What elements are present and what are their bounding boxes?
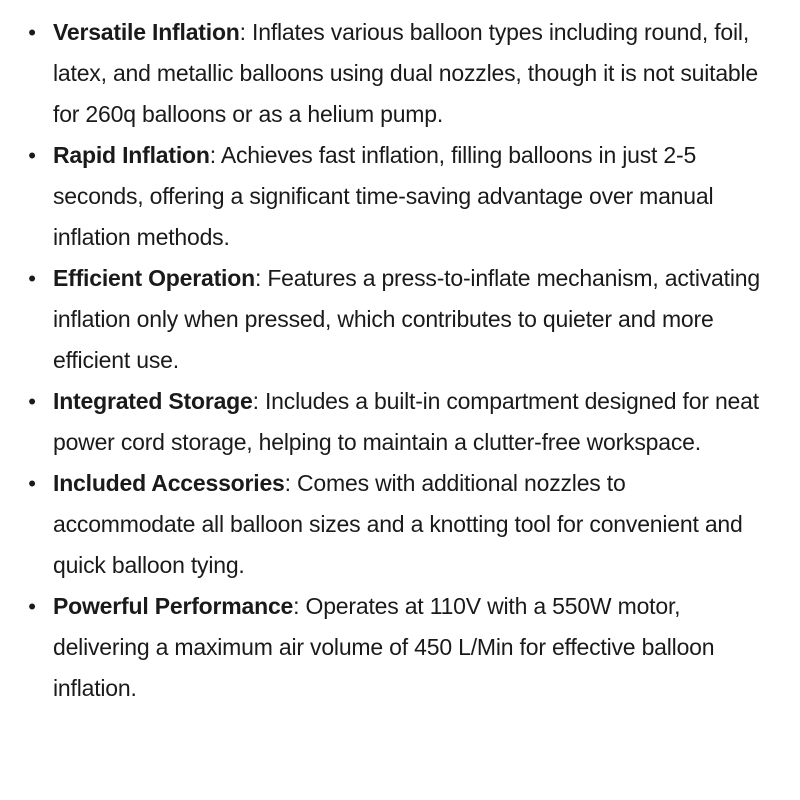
feature-title: Rapid Inflation xyxy=(53,142,210,168)
feature-title: Integrated Storage xyxy=(53,388,253,414)
list-item xyxy=(28,586,770,709)
list-item xyxy=(28,12,770,135)
feature-description: : Inflates various balloon types including round, foil, latex, and metallic balloons using dual nozzles, though it is not suitable for 260q balloons or as a helium pump. xyxy=(53,19,759,127)
feature-description: : Achieves fast inflation, filling balloons in just 2-5 seconds, offering a significant time-saving advantage over manual inflation methods. xyxy=(53,142,714,250)
feature-description: : Includes a built-in compartment designed for neat power cord storage, helping to maintain a clutter-free workspace. xyxy=(53,388,759,455)
bullet-icon: • xyxy=(28,143,36,168)
feature-description: : Features a press-to-inflate mechanism, activating inflation only when pressed, which contributes to quieter and more efficient use. xyxy=(53,265,760,373)
feature-description: : Operates at 110V with a 550W motor, delivering a maximum air volume of 450 L/Min for effective balloon inflation. xyxy=(53,593,715,701)
list-item xyxy=(28,381,770,463)
bullet-icon: • xyxy=(28,266,36,291)
feature-title: Powerful Performance xyxy=(53,593,294,619)
list-item xyxy=(28,258,770,381)
feature-title: Included Accessories xyxy=(53,470,285,496)
list-item xyxy=(28,135,770,258)
list-item xyxy=(28,463,770,586)
bullet-icon: • xyxy=(28,594,36,619)
bullet-icon: • xyxy=(28,20,36,45)
bullet-icon: • xyxy=(28,389,36,414)
feature-title: Versatile Inflation xyxy=(53,19,240,45)
bullet-icon: • xyxy=(28,471,36,496)
feature-title: Efficient Operation xyxy=(53,265,255,291)
feature-description: : Comes with additional nozzles to accommodate all balloon sizes and a knotting tool for convenient and quick balloon tying. xyxy=(53,470,743,578)
